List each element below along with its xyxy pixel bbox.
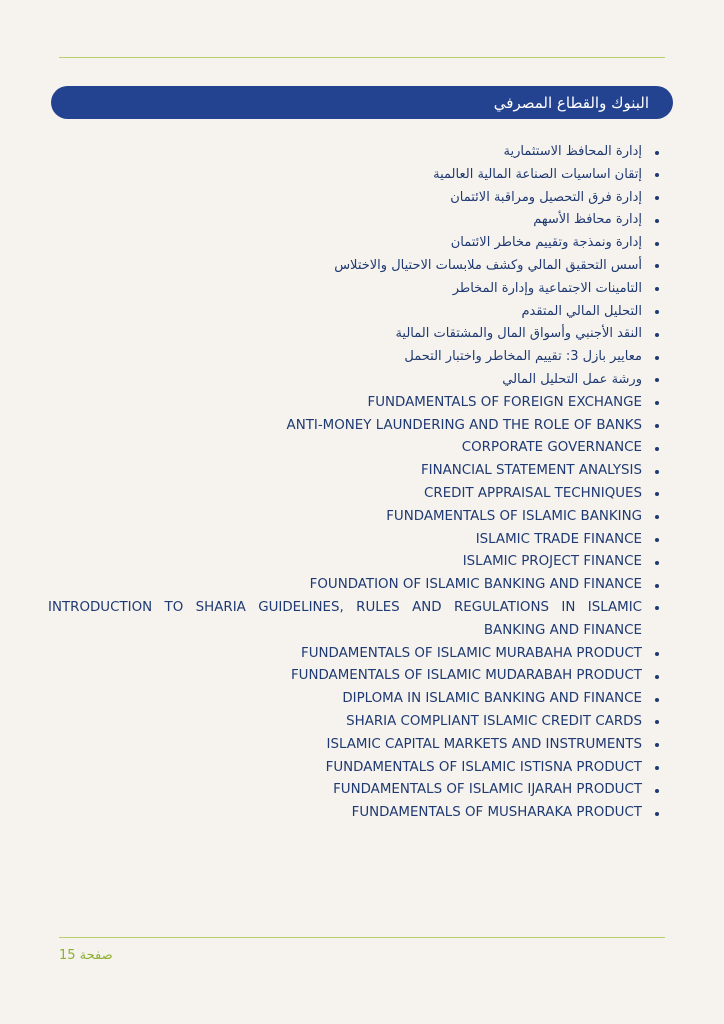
bullet-icon (655, 264, 659, 268)
bullet-icon (655, 538, 659, 542)
course-title: ANTI-MONEY LAUNDERING AND THE ROLE OF BANKS (286, 417, 642, 433)
course-title: ورشة عمل التحليل المالي (502, 371, 642, 387)
bullet-icon (655, 470, 659, 474)
bullet-icon (655, 242, 659, 246)
bullet-icon (655, 333, 659, 337)
bullet-icon (655, 766, 659, 770)
course-item-ar (48, 232, 662, 255)
bullet-icon (655, 378, 659, 382)
bullet-icon (655, 812, 659, 816)
course-item-en (48, 415, 662, 438)
course-title: إدارة المحافظ الاستثمارية (503, 144, 642, 159)
course-title: إدارة محافظ الأسهم (533, 212, 642, 228)
course-title: ISLAMIC TRADE FINANCE (475, 531, 642, 547)
course-title: FUNDAMENTALS OF ISLAMIC BANKING (386, 508, 642, 524)
course-title: FOUNDATION OF ISLAMIC BANKING AND FINANCE (309, 577, 642, 593)
course-title: معايير بازل 3: تقييم المخاطر واختبار التحمل (404, 349, 642, 365)
course-list (48, 141, 662, 825)
course-item-ar (48, 346, 662, 369)
course-title: إتقان اساسيات الصناعة المالية العالمية (433, 166, 642, 182)
bullet-icon (655, 561, 659, 565)
course-title: CORPORATE GOVERNANCE (461, 440, 642, 456)
bullet-icon (655, 515, 659, 519)
bottom-divider (59, 937, 665, 938)
course-title: FUNDAMENTALS OF ISLAMIC IJARAH PRODUCT (333, 782, 642, 798)
bullet-icon (655, 743, 659, 747)
course-item-ar (48, 278, 662, 301)
course-item-ar (48, 323, 662, 346)
bullet-icon (655, 789, 659, 793)
bullet-icon (655, 492, 659, 496)
course-title: ISLAMIC PROJECT FINANCE (462, 554, 642, 570)
course-item-en (48, 734, 662, 757)
course-title: النقد الأجنبي وأسواق المال والمشتقات المالية (395, 326, 642, 342)
course-title: التامينات الاجتماعية وإدارة المخاطر (452, 280, 642, 296)
bullet-icon (655, 698, 659, 702)
course-item-en (48, 437, 662, 460)
bullet-icon (655, 356, 659, 360)
bullet-icon (655, 219, 659, 223)
course-item-en (48, 551, 662, 574)
course-item-en (48, 460, 662, 483)
course-title: CREDIT APPRAISAL TECHNIQUES (424, 485, 642, 501)
course-item-en (48, 597, 662, 643)
bullet-icon (655, 151, 659, 155)
course-item-ar (48, 301, 662, 324)
course-item-en (48, 574, 662, 597)
course-item-ar (48, 187, 662, 210)
bullet-icon (655, 720, 659, 724)
bullet-icon (655, 675, 659, 679)
course-title: FUNDAMENTALS OF MUSHARAKA PRODUCT (351, 805, 642, 821)
bullet-icon (655, 652, 659, 656)
bullet-icon (655, 287, 659, 291)
course-title: إدارة فرق التحصيل ومراقبة الائتمان (450, 189, 642, 205)
course-title: إدارة ونمذجة وتقييم مخاطر الائتمان (450, 235, 642, 251)
course-item-en (48, 779, 662, 802)
course-item-en (48, 506, 662, 529)
course-title: SHARIA COMPLIANT ISLAMIC CREDIT CARDS (346, 713, 642, 729)
course-item-en (48, 392, 662, 415)
course-title: FUNDAMENTALS OF ISLAMIC ISTISNA PRODUCT (325, 759, 642, 775)
course-title: DIPLOMA IN ISLAMIC BANKING AND FINANCE (342, 691, 642, 707)
course-item-en (48, 529, 662, 552)
bullet-icon (655, 173, 659, 177)
course-item-ar (48, 141, 662, 164)
bullet-icon (655, 424, 659, 428)
course-item-en (48, 688, 662, 711)
page-number: صفحة 15 (59, 948, 113, 963)
course-title: أسس التحقيق المالي وكشف ملابسات الاحتيال والاختلاس (334, 257, 642, 273)
course-title: FUNDAMENTALS OF FOREIGN EXCHANGE (367, 394, 642, 410)
bullet-icon (655, 447, 659, 451)
course-title: ISLAMIC CAPITAL MARKETS AND INSTRUMENTS (326, 736, 642, 752)
course-title: التحليل المالي المتقدم (521, 303, 642, 319)
course-item-en (48, 711, 662, 734)
course-item-ar (48, 369, 662, 392)
course-item-en (48, 757, 662, 780)
top-divider (59, 57, 665, 58)
bullet-icon (655, 401, 659, 405)
bullet-icon (655, 310, 659, 314)
section-title: البنوك والقطاع المصرفي (493, 93, 649, 112)
course-title: FUNDAMENTALS OF ISLAMIC MURABAHA PRODUCT (301, 645, 642, 661)
course-item-en (48, 483, 662, 506)
course-item-en (48, 643, 662, 666)
course-item-ar (48, 164, 662, 187)
bullet-icon (655, 196, 659, 200)
bullet-icon (655, 584, 659, 588)
course-item-ar (48, 209, 662, 232)
section-header-bar (51, 86, 673, 119)
course-title: INTRODUCTION TO SHARIA GUIDELINES, RULES AND REGULATIONS IN ISLAMIC BANKING AND FINANCE (48, 599, 642, 638)
course-title: FUNDAMENTALS OF ISLAMIC MUDARABAH PRODUCT (290, 668, 642, 684)
bullet-icon (655, 606, 659, 610)
course-item-en (48, 665, 662, 688)
course-item-ar (48, 255, 662, 278)
course-title: FINANCIAL STATEMENT ANALYSIS (420, 463, 642, 479)
course-item-en (48, 802, 662, 825)
